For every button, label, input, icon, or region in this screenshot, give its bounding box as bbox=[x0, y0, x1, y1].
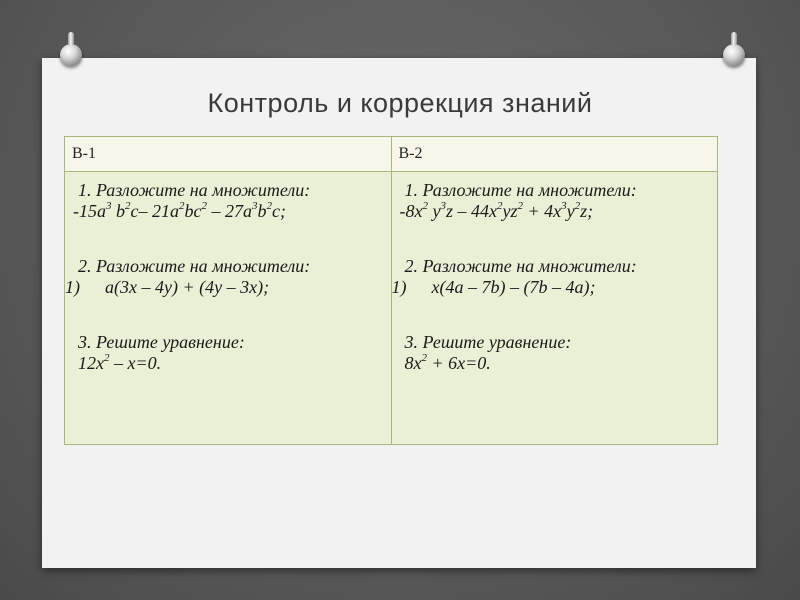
task-3-expression: $12x^2 - x=0$. bbox=[78, 352, 162, 373]
list-number: 1) bbox=[391, 277, 407, 297]
task-2-title: 2. Разложите на множители: bbox=[404, 256, 637, 276]
task-3-title: 3. Решите уравнение: bbox=[78, 332, 245, 352]
task-2-title: 2. Разложите на множители: bbox=[78, 256, 311, 276]
task-2-item bbox=[65, 277, 387, 298]
task-2-item bbox=[392, 277, 714, 298]
task-3-title: 3. Решите уравнение: bbox=[404, 332, 572, 352]
pushpin-icon bbox=[60, 44, 82, 66]
task-1-title: 1. Разложите на множители: bbox=[404, 180, 637, 200]
tasks-table bbox=[64, 136, 718, 445]
task-3-expression: $8x^2 + 6x=0$. bbox=[404, 352, 491, 373]
list-number: 1) bbox=[65, 277, 80, 297]
table-header-row bbox=[65, 137, 718, 172]
pushpin-icon bbox=[723, 44, 745, 66]
column-header-v1: В-1 bbox=[65, 137, 392, 172]
table-row bbox=[65, 172, 718, 445]
variant-2-cell bbox=[391, 172, 718, 445]
slide-title: Контроль и коррекция знаний bbox=[207, 88, 593, 118]
task-1-expression: $-8x^2$ $y^3z - 44x^2yz^2 + 4x^3y^2z$; bbox=[399, 200, 594, 221]
task-2-expression: x(4a – 7b) – (7b – 4a); bbox=[431, 277, 596, 297]
task-1-expression: $-15a^3$ $b^2c-$ $21a^2bc^2 - 27a^3b^2c$; bbox=[73, 200, 286, 221]
column-header-v2: В-2 bbox=[391, 137, 718, 172]
task-1-title: 1. Разложите на множители: bbox=[78, 180, 311, 200]
task-2-expression: a(3x – 4y) + (4y – 3x); bbox=[105, 277, 270, 297]
variant-1-cell bbox=[65, 172, 392, 445]
